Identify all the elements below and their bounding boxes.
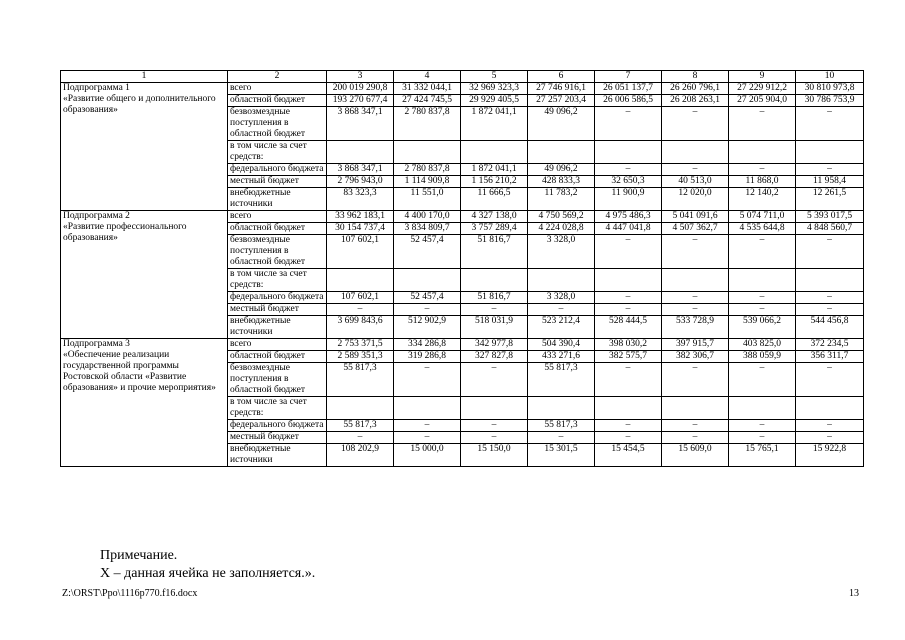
value-cell: 32 969 323,3 (461, 83, 528, 95)
value-cell: 27 257 203,4 (528, 95, 595, 107)
value-cell: 1 872 041,1 (461, 164, 528, 176)
value-cell: – (595, 420, 662, 432)
funding-source: федерального бюджета (228, 420, 327, 432)
value-cell: – (528, 432, 595, 444)
value-cell: 2 796 943,0 (327, 176, 394, 188)
value-cell: 4 975 486,3 (595, 211, 662, 223)
table-body (61, 83, 864, 467)
value-cell (796, 397, 864, 420)
value-cell: – (729, 164, 796, 176)
value-cell: 2 589 351,3 (327, 351, 394, 363)
value-cell: 3 699 843,6 (327, 316, 394, 339)
value-cell: 3 868 347,1 (327, 107, 394, 141)
value-cell (327, 269, 394, 292)
value-cell: 398 030,2 (595, 339, 662, 351)
funding-source: безвозмездные поступления в областной бюджет (228, 107, 327, 141)
value-cell: – (796, 235, 864, 269)
table-row (61, 83, 864, 95)
value-cell (394, 397, 461, 420)
value-cell (729, 269, 796, 292)
value-cell: 334 286,8 (394, 339, 461, 351)
value-cell (662, 397, 729, 420)
value-cell: – (595, 363, 662, 397)
funding-source: в том числе за счет средств: (228, 269, 327, 292)
value-cell: 1 872 041,1 (461, 107, 528, 141)
value-cell: 51 816,7 (461, 292, 528, 304)
value-cell: 504 390,4 (528, 339, 595, 351)
value-cell: 55 817,3 (528, 420, 595, 432)
value-cell: 528 444,5 (595, 316, 662, 339)
value-cell: – (595, 107, 662, 141)
value-cell: – (662, 235, 729, 269)
value-cell: – (461, 363, 528, 397)
value-cell: 4 507 362,7 (662, 223, 729, 235)
value-cell: 428 833,3 (528, 176, 595, 188)
value-cell (394, 269, 461, 292)
value-cell: 11 783,2 (528, 188, 595, 211)
column-header: 7 (595, 71, 662, 83)
value-cell: 342 977,8 (461, 339, 528, 351)
value-cell: – (461, 432, 528, 444)
funding-source: внебюджетные источники (228, 188, 327, 211)
value-cell: 52 457,4 (394, 235, 461, 269)
value-cell: 4 327 138,0 (461, 211, 528, 223)
value-cell (528, 141, 595, 164)
value-cell: 55 817,3 (327, 420, 394, 432)
value-cell: 11 551,0 (394, 188, 461, 211)
value-cell: 2 780 837,8 (394, 107, 461, 141)
value-cell: 512 902,9 (394, 316, 461, 339)
value-cell: 12 140,2 (729, 188, 796, 211)
value-cell (662, 141, 729, 164)
table-header-row (61, 71, 864, 83)
funding-source: в том числе за счет средств: (228, 397, 327, 420)
value-cell: – (796, 304, 864, 316)
subprogram-name: Подпрограмма 3 «Обеспечение реализации государственной программы Ростовской области «Развитие образования» и прочие мероприятия» (61, 339, 228, 467)
value-cell: 30 154 737,4 (327, 223, 394, 235)
value-cell: 52 457,4 (394, 292, 461, 304)
value-cell: 5 041 091,6 (662, 211, 729, 223)
value-cell: 433 271,6 (528, 351, 595, 363)
value-cell: – (729, 420, 796, 432)
column-header: 2 (228, 71, 327, 83)
value-cell: 26 208 263,1 (662, 95, 729, 107)
value-cell: 518 031,9 (461, 316, 528, 339)
funding-source: безвозмездные поступления в областной бюджет (228, 235, 327, 269)
file-path: Z:\ORST\Ppo\1116p770.f16.docx (62, 588, 198, 599)
column-header: 4 (394, 71, 461, 83)
value-cell: 4 224 028,8 (528, 223, 595, 235)
value-cell: – (662, 363, 729, 397)
value-cell: – (394, 363, 461, 397)
funding-source: внебюджетные источники (228, 444, 327, 467)
value-cell: – (662, 304, 729, 316)
value-cell: – (796, 292, 864, 304)
value-cell: 26 260 796,1 (662, 83, 729, 95)
value-cell (461, 269, 528, 292)
value-cell: 2 753 371,5 (327, 339, 394, 351)
value-cell: 193 270 677,4 (327, 95, 394, 107)
value-cell: 1 114 909,8 (394, 176, 461, 188)
value-cell: – (528, 304, 595, 316)
value-cell: – (729, 235, 796, 269)
value-cell (729, 397, 796, 420)
value-cell: 4 848 560,7 (796, 223, 864, 235)
value-cell: – (796, 363, 864, 397)
value-cell: 107 602,1 (327, 292, 394, 304)
value-cell: 4 400 170,0 (394, 211, 461, 223)
value-cell: – (662, 164, 729, 176)
funding-source: федерального бюджета (228, 292, 327, 304)
value-cell: – (461, 420, 528, 432)
value-cell: – (595, 235, 662, 269)
value-cell (327, 141, 394, 164)
value-cell: – (461, 304, 528, 316)
value-cell: 27 424 745,5 (394, 95, 461, 107)
value-cell: 382 575,7 (595, 351, 662, 363)
value-cell: – (595, 304, 662, 316)
value-cell (595, 269, 662, 292)
value-cell (461, 141, 528, 164)
value-cell: 11 900,9 (595, 188, 662, 211)
value-cell: 26 006 586,5 (595, 95, 662, 107)
value-cell: 15 301,5 (528, 444, 595, 467)
value-cell: 15 000,0 (394, 444, 461, 467)
value-cell: 15 150,0 (461, 444, 528, 467)
value-cell (595, 141, 662, 164)
value-cell: 544 456,8 (796, 316, 864, 339)
value-cell: 3 757 289,4 (461, 223, 528, 235)
value-cell: 11 958,4 (796, 176, 864, 188)
value-cell: 2 780 837,8 (394, 164, 461, 176)
funding-source: местный бюджет (228, 176, 327, 188)
value-cell: 388 059,9 (729, 351, 796, 363)
note-heading: Примечание. (100, 548, 178, 563)
funding-source: областной бюджет (228, 223, 327, 235)
value-cell: 49 096,2 (528, 164, 595, 176)
value-cell: – (327, 432, 394, 444)
value-cell (595, 397, 662, 420)
value-cell: 15 765,1 (729, 444, 796, 467)
value-cell: 49 096,2 (528, 107, 595, 141)
value-cell (662, 269, 729, 292)
value-cell: 3 328,0 (528, 235, 595, 269)
budget-table (60, 70, 864, 467)
value-cell: 30 786 753,9 (796, 95, 864, 107)
value-cell (528, 397, 595, 420)
value-cell: 15 454,5 (595, 444, 662, 467)
value-cell: – (394, 420, 461, 432)
value-cell: 4 750 569,2 (528, 211, 595, 223)
value-cell (394, 141, 461, 164)
funding-source: областной бюджет (228, 351, 327, 363)
value-cell: 26 051 137,7 (595, 83, 662, 95)
value-cell: 55 817,3 (528, 363, 595, 397)
value-cell: – (662, 107, 729, 141)
value-cell: 372 234,5 (796, 339, 864, 351)
subprogram-name: Подпрограмма 1 «Развитие общего и дополнительного образования» (61, 83, 228, 211)
value-cell: 11 868,0 (729, 176, 796, 188)
value-cell: 51 816,7 (461, 235, 528, 269)
value-cell: 403 825,0 (729, 339, 796, 351)
value-cell (461, 397, 528, 420)
subprogram-name: Подпрограмма 2 «Развитие профессионального образования» (61, 211, 228, 339)
value-cell (729, 141, 796, 164)
value-cell: 533 728,9 (662, 316, 729, 339)
value-cell: 40 513,0 (662, 176, 729, 188)
value-cell: 4 535 644,8 (729, 223, 796, 235)
value-cell: – (796, 420, 864, 432)
value-cell: – (729, 107, 796, 141)
value-cell: 27 205 904,0 (729, 95, 796, 107)
funding-source: местный бюджет (228, 304, 327, 316)
value-cell: 15 922,8 (796, 444, 864, 467)
value-cell: 523 212,4 (528, 316, 595, 339)
value-cell: 539 066,2 (729, 316, 796, 339)
value-cell (796, 141, 864, 164)
value-cell: – (729, 304, 796, 316)
value-cell: 200 019 290,8 (327, 83, 394, 95)
value-cell: – (796, 107, 864, 141)
value-cell: – (595, 164, 662, 176)
value-cell: – (729, 432, 796, 444)
column-header: 6 (528, 71, 595, 83)
funding-source: федерального бюджета (228, 164, 327, 176)
funding-source: областной бюджет (228, 95, 327, 107)
value-cell: 4 447 041,8 (595, 223, 662, 235)
value-cell (796, 269, 864, 292)
value-cell (528, 269, 595, 292)
funding-source: местный бюджет (228, 432, 327, 444)
table-row (61, 339, 864, 351)
value-cell: 27 229 912,2 (729, 83, 796, 95)
value-cell: 3 328,0 (528, 292, 595, 304)
column-header: 10 (796, 71, 864, 83)
value-cell: 12 261,5 (796, 188, 864, 211)
value-cell: – (662, 420, 729, 432)
value-cell: – (796, 432, 864, 444)
value-cell: – (796, 164, 864, 176)
value-cell: 3 868 347,1 (327, 164, 394, 176)
value-cell: – (327, 304, 394, 316)
value-cell: 3 834 809,7 (394, 223, 461, 235)
value-cell: 15 609,0 (662, 444, 729, 467)
column-header: 9 (729, 71, 796, 83)
value-cell: 31 332 044,1 (394, 83, 461, 95)
funding-source: всего (228, 211, 327, 223)
value-cell: 382 306,7 (662, 351, 729, 363)
value-cell: 33 962 183,1 (327, 211, 394, 223)
value-cell: 11 666,5 (461, 188, 528, 211)
value-cell: 327 827,8 (461, 351, 528, 363)
value-cell: 1 156 210,2 (461, 176, 528, 188)
value-cell: 12 020,0 (662, 188, 729, 211)
value-cell: 27 746 916,1 (528, 83, 595, 95)
funding-source: внебюджетные источники (228, 316, 327, 339)
value-cell: 397 915,7 (662, 339, 729, 351)
value-cell: 319 286,8 (394, 351, 461, 363)
value-cell: – (394, 432, 461, 444)
column-header: 8 (662, 71, 729, 83)
value-cell: – (595, 292, 662, 304)
value-cell: 32 650,3 (595, 176, 662, 188)
value-cell: – (394, 304, 461, 316)
value-cell: – (595, 432, 662, 444)
funding-source: всего (228, 339, 327, 351)
note-text: Х – данная ячейка не заполняется.». (100, 566, 316, 581)
value-cell: 29 929 405,5 (461, 95, 528, 107)
value-cell: 108 202,9 (327, 444, 394, 467)
value-cell: – (729, 363, 796, 397)
value-cell: – (729, 292, 796, 304)
column-header: 1 (61, 71, 228, 83)
value-cell: 107 602,1 (327, 235, 394, 269)
column-header: 5 (461, 71, 528, 83)
funding-source: безвозмездные поступления в областной бюджет (228, 363, 327, 397)
value-cell: – (662, 432, 729, 444)
page-number: 13 (849, 588, 859, 599)
value-cell: 83 323,3 (327, 188, 394, 211)
value-cell (327, 397, 394, 420)
value-cell: 5 393 017,5 (796, 211, 864, 223)
value-cell: 5 074 711,0 (729, 211, 796, 223)
funding-source: в том числе за счет средств: (228, 141, 327, 164)
value-cell: 55 817,3 (327, 363, 394, 397)
table-row (61, 211, 864, 223)
value-cell: 30 810 973,8 (796, 83, 864, 95)
value-cell: 356 311,7 (796, 351, 864, 363)
funding-source: всего (228, 83, 327, 95)
column-header: 3 (327, 71, 394, 83)
value-cell: – (662, 292, 729, 304)
